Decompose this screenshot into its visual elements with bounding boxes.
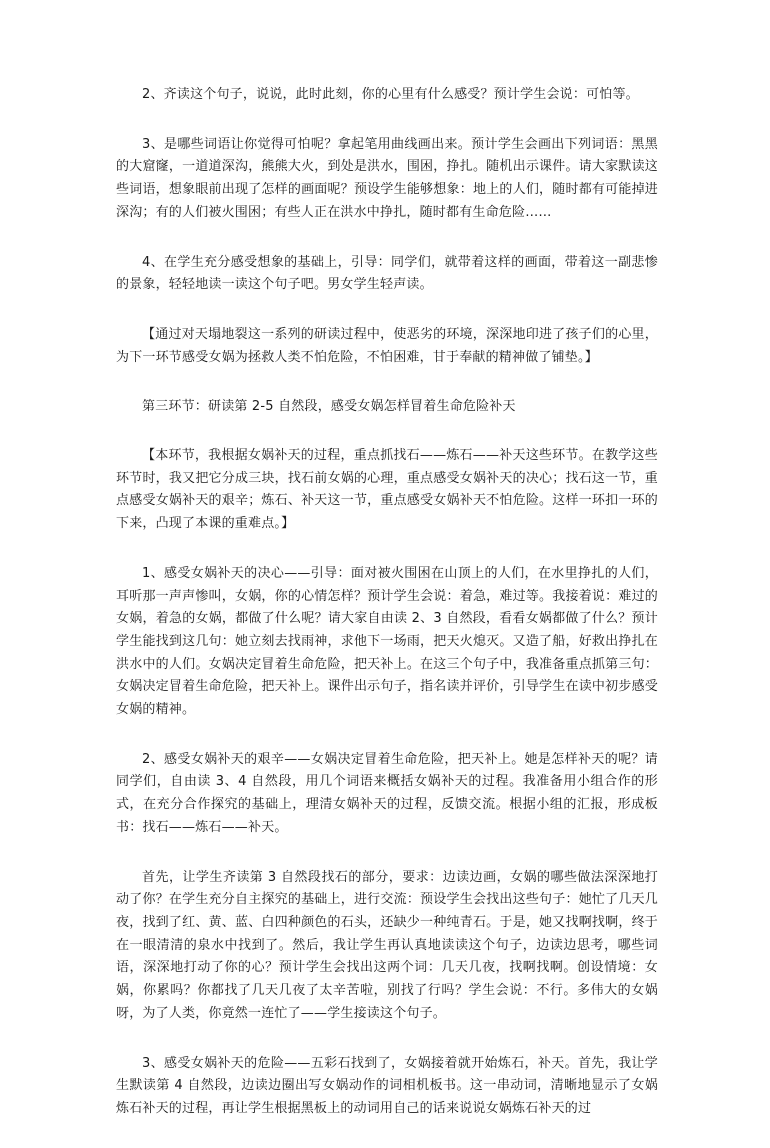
document-body: [116, 84, 658, 1148]
paragraph-determination: 1、感受女娲补天的决心——引导：面对被火围困在山顶上的人们，在水里挣扎的人们，耳听那一声声惨叫，女娲，你的心情怎样？预计学生会说：着急，难过等。我接着说：难过的女娲，着急的女娲，都做了什么呢？请大家自由读 2、3 自然段，看看女娲都做了什么？预计学生能找到这几句：她立刻去找雨神，求他下一场雨，把天火熄灭。又造了船，好救出挣扎在洪水中的人们。女娲决定冒着生命危险，把天补上。在这三个句子中，我准备重点抓第三句：女娲决定冒着生命危险，把天补上。课件出示句子，指名读并评价，引导学生在读中初步感受女娲的精神。: [116, 565, 658, 718]
paragraph-hardship: 2、感受女娲补天的艰辛——女娲决定冒着生命危险，把天补上。她是怎样补天的呢？请同学们，自由读 3、4 自然段，用几个词语来概括女娲补天的过程。我准备用小组合作的形式，在充分合作探究的基础上，理清女娲补天的过程，反馈交流。根据小组的汇报，形成板书：找石——炼石——补天。: [116, 751, 658, 835]
paragraph-danger: 3、感受女娲补天的危险——五彩石找到了，女娲接着就开始炼石，补天。首先，我让学生默读第 4 自然段，边读边圈出写女娲动作的词相机板书。这一串动词，清晰地显示了女娲炼石补天的过程，再让学生根据黑板上的动词用自己的话来说说女娲炼石补天的过: [116, 1055, 658, 1116]
paragraph-step-2: 2、齐读这个句子，说说，此时此刻，你的心里有什么感受？预计学生会说：可怕等。: [142, 87, 639, 102]
paragraph-step-4: 4、在学生充分感受想象的基础上，引导：同学们，就带着这样的画面，带着这一副悲惨的景象，轻轻地读一读这个句子吧。男女学生轻声读。: [116, 254, 658, 293]
paragraph-stage-overview: 【本环节，我根据女娲补天的过程，重点抓找石——炼石——补天这些环节。在教学这些环节时，我又把它分成三块，找石前女娲的心理，重点感受女娲补天的决心；找石这一节，重点感受女娲补天的艰辛；炼石、补天这一节，重点感受女娲补天不怕危险。这样一环扣一环的下来，凸现了本课的重难点。】: [116, 448, 658, 532]
section-heading-third-stage: 第三环节：研读第 2-5 自然段，感受女娲怎样冒着生命危险补天: [142, 399, 516, 415]
paragraph-finding-stones: 首先，让学生齐读第 3 自然段找石的部分，要求：边读边画，女娲的哪些做法深深地打动了你？在学生充分自主探究的基础上，进行交流：预设学生会找出这些句子：她忙了几天几夜，找到了红、黄、蓝、白四种颜色的石头，还缺少一种纯青石。于是，她又找啊找啊，终于在一眼清清的泉水中找到了。然后，我让学生再认真地读读这个句子，边读边思考，哪些词语，深深地打动了你的心？预计学生会找出这两个词：几天几夜，找啊找啊。创设情境：女娲，你累吗？你都找了几天几夜了太辛苦啦，别找了行吗？学生会说：不行。多伟大的女娲呀，为了人类，你竟然一连忙了——学生接读这个句子。: [116, 869, 658, 1021]
paragraph-reflection-note: 【通过对天塌地裂这一系列的研读过程中，使恶劣的环境，深深地印进了孩子们的心里，为下一环节感受女娲为拯救人类不怕危险，不怕困难，甘于奉献的精神做了铺垫。】: [116, 326, 658, 365]
paragraph-step-3: 3、是哪些词语让你觉得可怕呢？拿起笔用曲线画出来。预计学生会画出下列词语：黑黑的大窟窿，一道道深沟，熊熊大火，到处是洪水，围困，挣扎。随机出示课件。请大家默读这些词语，想象眼前出现了怎样的画面呢？预设学生能够想象：地上的人们，随时都有可能掉进深沟；有的人们被火围困；有些人正在洪水中挣扎，随时都有生命危险……: [116, 136, 658, 220]
